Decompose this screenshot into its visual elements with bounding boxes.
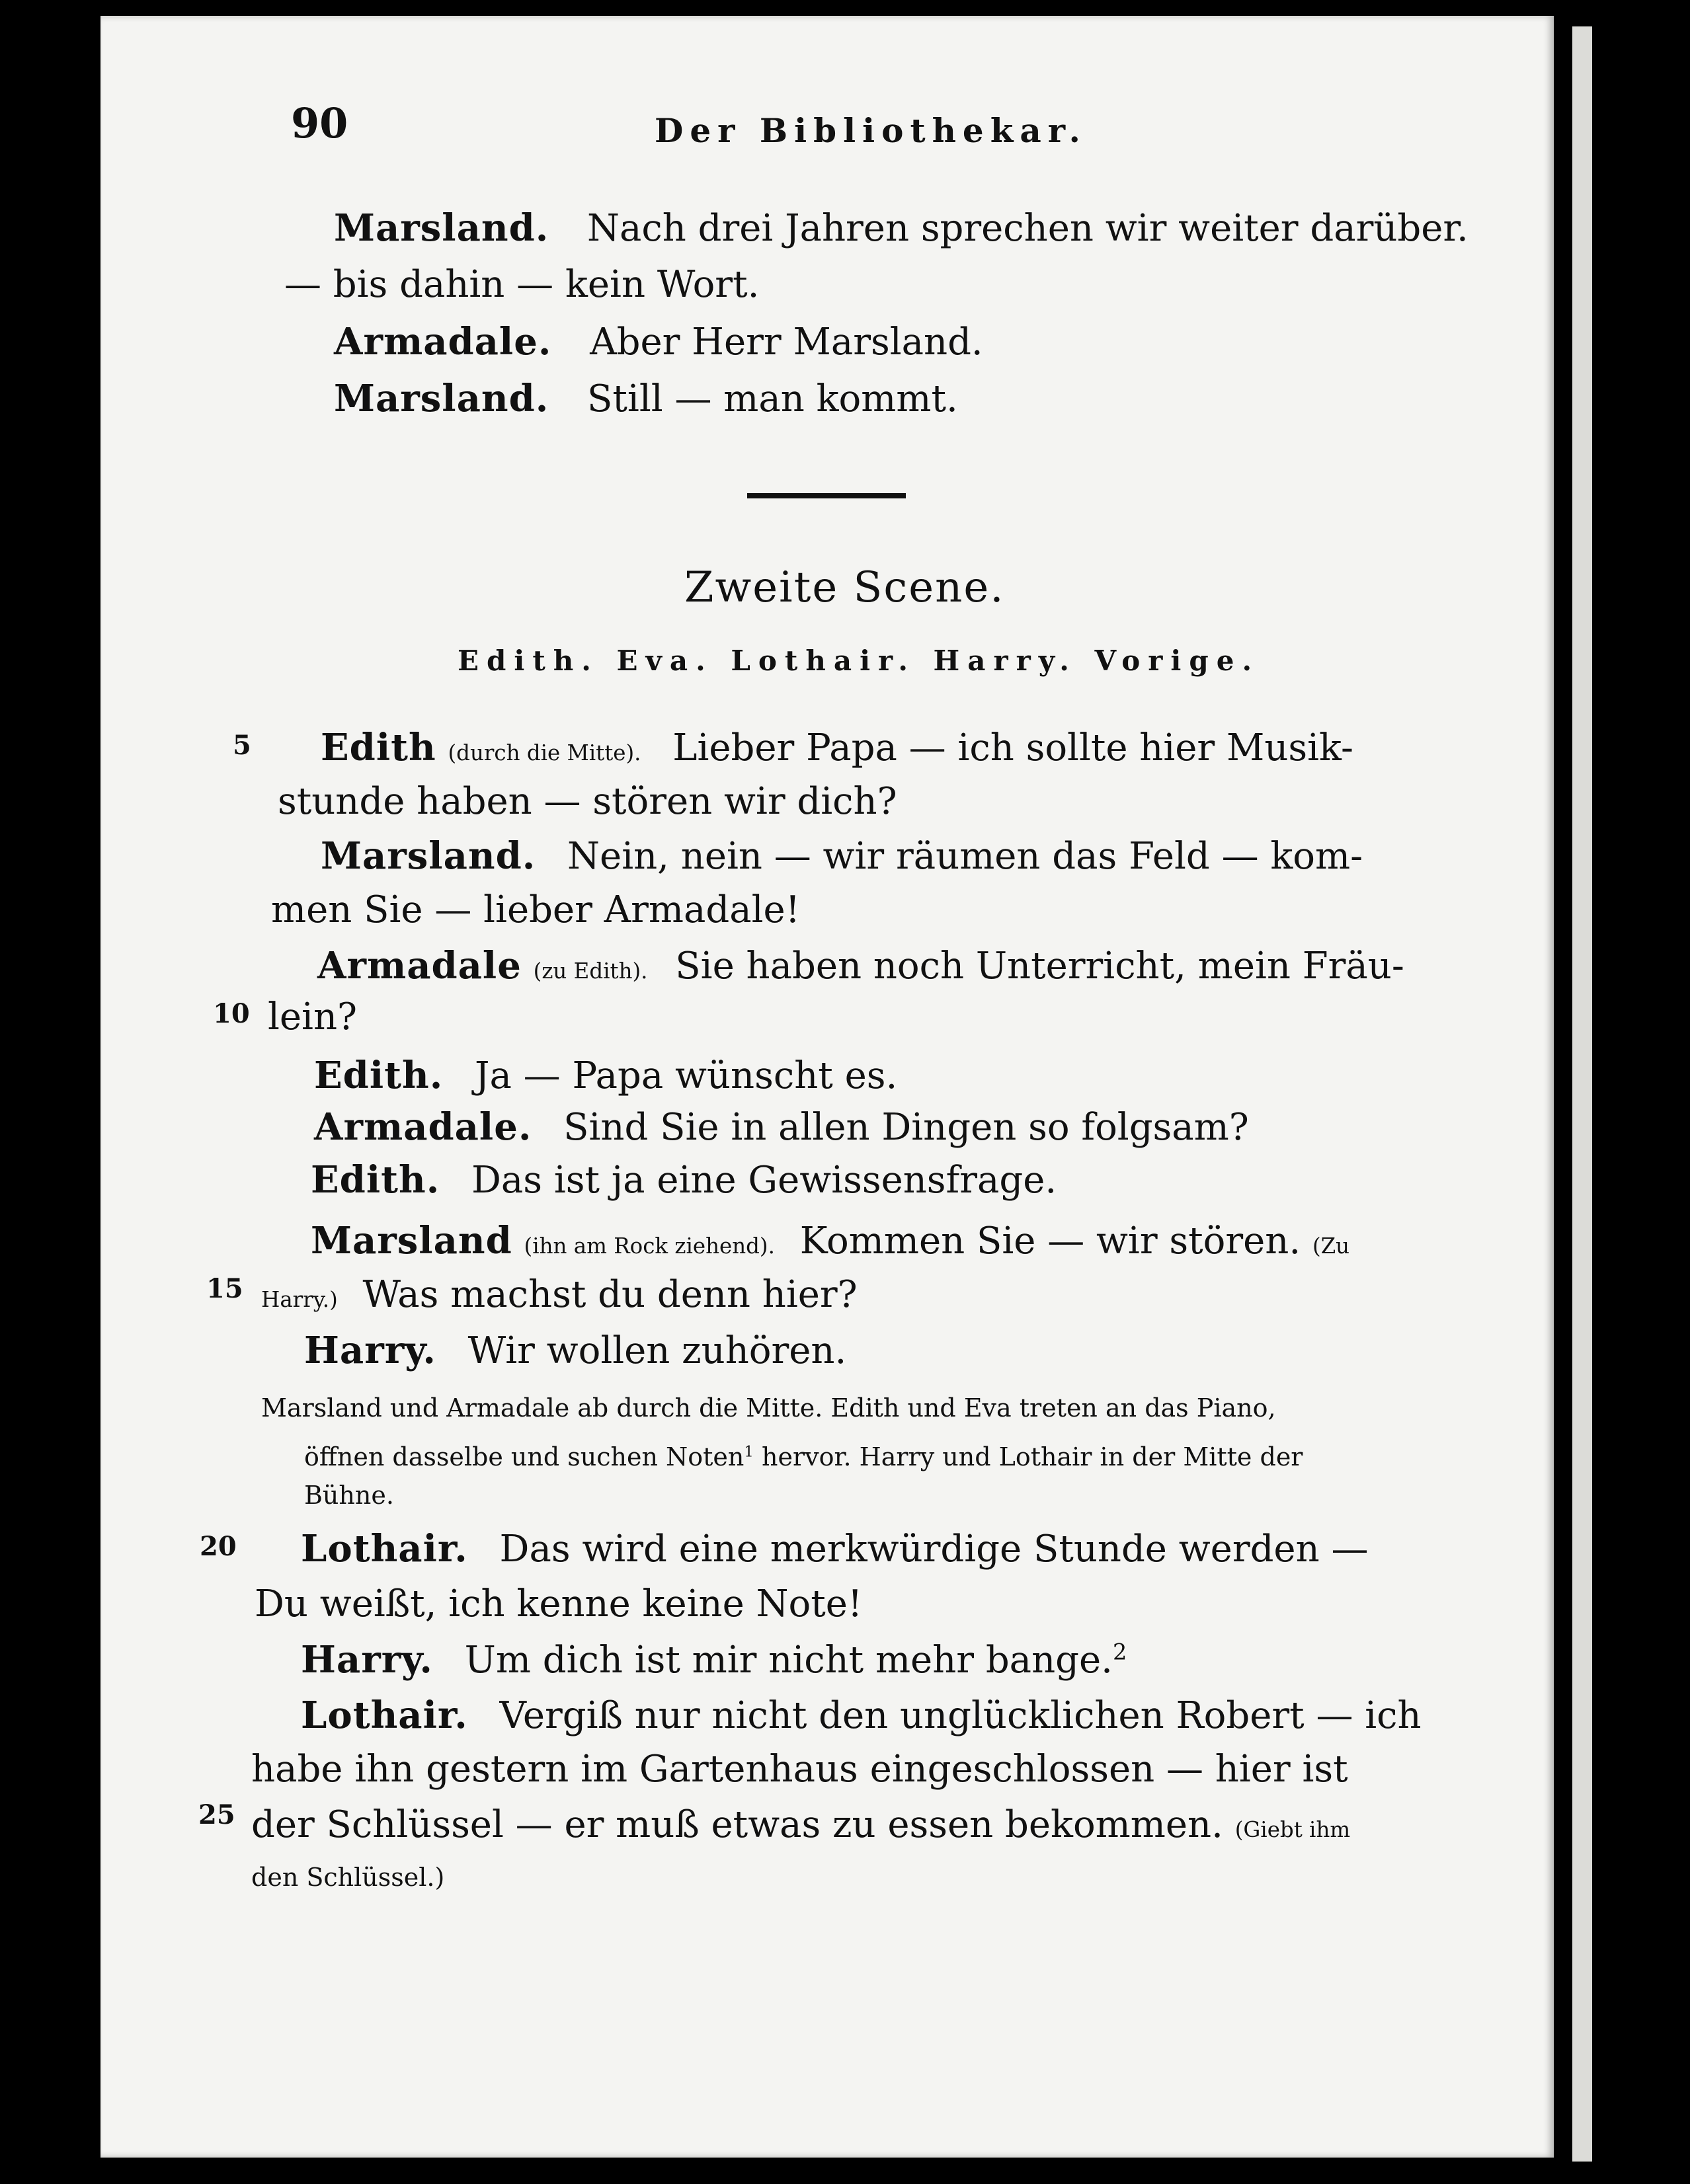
stage-note: (durch die Mitte). xyxy=(448,740,641,765)
line-text: Nein, nein — wir räumen das Feld — kom- xyxy=(567,835,1363,878)
dialogue-line xyxy=(301,1527,1368,1571)
dialogue-line xyxy=(321,726,1353,769)
line-text: stunde haben — stören wir dich? xyxy=(278,780,897,823)
line-text: Wir wollen zuhören. xyxy=(467,1329,847,1372)
line-text: Sie haben noch Unterricht, mein Fräu- xyxy=(675,945,1404,988)
line-text: habe ihn gestern im Gartenhaus eingeschlossen — hier ist xyxy=(251,1748,1348,1791)
dialogue-line xyxy=(311,1219,1349,1263)
dialogue-line xyxy=(278,780,897,823)
dialogue-line xyxy=(334,320,983,364)
footnote-marker: 2 xyxy=(1112,1639,1127,1665)
line-text: — bis dahin — kein Wort. xyxy=(284,263,760,306)
line-text: Vergiß nur nicht den unglücklichen Robert — ich xyxy=(499,1694,1422,1737)
line-number: 10 xyxy=(213,998,250,1029)
stage-note: (Giebt ihm xyxy=(1234,1817,1351,1842)
line-text: Um dich ist mir nicht mehr bange. xyxy=(464,1639,1113,1682)
stage-direction: Bühne. xyxy=(304,1481,394,1510)
line-text: der Schlüssel — er muß etwas zu essen bekommen. xyxy=(251,1803,1223,1846)
speaker-name: Lothair. xyxy=(301,1527,468,1571)
line-text: Du weißt, ich kenne keine Note! xyxy=(255,1582,863,1625)
stage-direction: Marsland und Armadale ab durch die Mitte. Edith und Eva treten an das Piano, xyxy=(261,1393,1276,1423)
section-divider xyxy=(747,493,906,498)
line-text: Nach drei Jahren sprechen wir weiter darüber. xyxy=(587,207,1469,250)
speaker-name: Edith xyxy=(321,726,436,769)
speaker-name: Harry. xyxy=(301,1638,433,1682)
dialogue-line xyxy=(251,1803,1350,1846)
line-text: Ja — Papa wünscht es. xyxy=(475,1054,898,1097)
dialogue-line xyxy=(271,888,800,931)
line-text: Was machst du denn hier? xyxy=(362,1273,858,1316)
line-text: Aber Herr Marsland. xyxy=(590,321,983,364)
dialogue-line xyxy=(255,1582,862,1625)
line-text: men Sie — lieber Armadale! xyxy=(271,888,801,931)
stage-note: (zu Edith). xyxy=(533,958,648,984)
dialogue-line xyxy=(268,995,357,1038)
speaker-name: Edith. xyxy=(314,1054,444,1097)
speaker-name: Marsland xyxy=(311,1219,512,1263)
dialogue-line xyxy=(314,1054,897,1097)
speaker-name: Armadale. xyxy=(314,1105,532,1149)
dialogue-line xyxy=(304,1329,846,1372)
dialogue-line xyxy=(301,1638,1127,1682)
speaker-name: Marsland. xyxy=(321,834,536,878)
dialogue-line xyxy=(301,1694,1422,1737)
stage-text: öffnen dasselbe und suchen Noten xyxy=(304,1442,744,1471)
dialogue-line xyxy=(321,834,1363,878)
running-title: Der Bibliothekar. xyxy=(655,111,1087,150)
stage-note: (ihn am Rock ziehend). xyxy=(524,1233,775,1259)
dialogue-line xyxy=(261,1273,858,1316)
line-text: Das wird eine merkwürdige Stunde werden — xyxy=(499,1528,1369,1571)
dialogue-line xyxy=(334,377,958,420)
stage-note: (Zu xyxy=(1312,1233,1350,1259)
line-text: lein? xyxy=(268,995,358,1038)
page-number: 90 xyxy=(291,99,348,147)
dialogue-line xyxy=(317,944,1404,988)
speaker-name: Marsland. xyxy=(334,377,549,420)
speaker-name: Harry. xyxy=(304,1329,436,1372)
line-number: 20 xyxy=(200,1531,237,1562)
dialogue-line xyxy=(334,206,1469,250)
stage-text: hervor. Harry und Lothair in der Mitte der xyxy=(762,1442,1303,1471)
line-text: Das ist ja eine Gewissensfrage. xyxy=(471,1159,1057,1202)
dialogue-line xyxy=(284,263,759,306)
line-number: 25 xyxy=(198,1799,235,1830)
line-text: Lieber Papa — ich sollte hier Musik- xyxy=(672,726,1353,769)
dialogue-line xyxy=(311,1158,1057,1202)
speaker-name: Marsland. xyxy=(334,206,549,250)
line-text: Kommen Sie — wir stören. xyxy=(799,1220,1301,1263)
next-page-edge xyxy=(1572,26,1592,2162)
stage-note: Harry.) xyxy=(261,1287,338,1312)
line-number: 15 xyxy=(206,1273,243,1304)
speaker-name: Lothair. xyxy=(301,1694,468,1737)
speaker-name: Armadale. xyxy=(334,320,552,364)
dialogue-line xyxy=(314,1105,1249,1149)
line-text: Still — man kommt. xyxy=(587,377,958,420)
scene-title: Zweite Scene. xyxy=(684,563,1005,612)
speaker-name: Armadale xyxy=(317,944,522,988)
stage-direction: den Schlüssel.) xyxy=(251,1863,445,1892)
line-text: Sind Sie in allen Dingen so folgsam? xyxy=(563,1106,1249,1149)
dialogue-line xyxy=(251,1748,1348,1791)
speaker-name: Edith. xyxy=(311,1158,440,1202)
stage-direction xyxy=(304,1442,1303,1471)
cast-list: Edith. Eva. Lothair. Harry. Vorige. xyxy=(458,644,1260,677)
line-number: 5 xyxy=(233,730,251,761)
footnote-marker: 1 xyxy=(744,1443,754,1461)
